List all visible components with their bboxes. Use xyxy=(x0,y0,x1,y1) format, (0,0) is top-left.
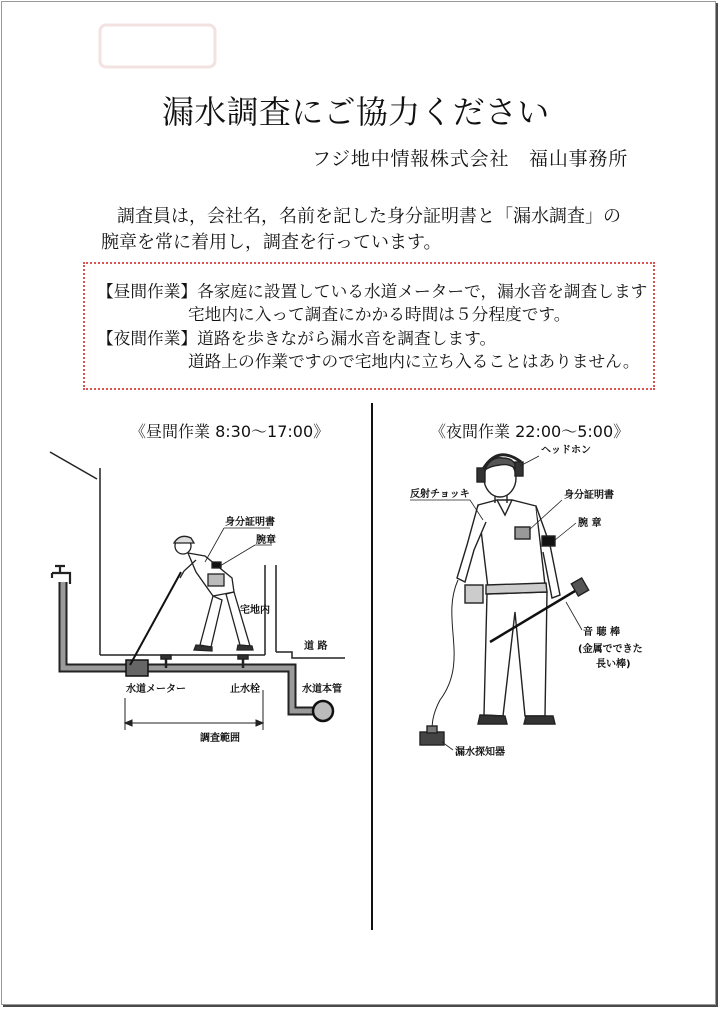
day-label-survey-range: 調査範囲 xyxy=(200,733,240,744)
night-hip-device xyxy=(465,585,483,603)
intro-line-1: 調査員は，会社名，名前を記した身分証明書と「漏水調査」の xyxy=(117,206,621,227)
intro-line-2: 腕章を常に着用し，調査を行っています。 xyxy=(101,232,442,253)
night-armband xyxy=(542,536,555,546)
road-line xyxy=(276,652,345,658)
night-label-leak-detector: 漏水探知器 xyxy=(455,747,505,758)
nighttime-heading: 《夜間作業 22:00～5:00》 xyxy=(430,422,630,441)
water-meter-box xyxy=(126,660,148,676)
night-label-id-card: 身分証明書 xyxy=(564,490,614,501)
night-label-listening-rod: 音 聴 棒 xyxy=(583,627,620,638)
day-label-water-main: 水道本管 xyxy=(302,684,342,695)
notice-day-label: 【昼間作業】 xyxy=(97,281,198,301)
night-worker xyxy=(457,458,560,724)
night-id-card xyxy=(515,527,530,539)
house-roof-line xyxy=(50,452,97,479)
daytime-illustration xyxy=(50,452,345,744)
notice-night-label: 【夜間作業】 xyxy=(97,328,198,348)
day-label-id-card: 身分証明書 xyxy=(225,517,275,528)
night-label-headphones: ヘッドホン xyxy=(541,445,591,456)
leak-detector-icon xyxy=(420,726,444,745)
page-title: 漏水調査にご協力ください xyxy=(162,93,550,131)
notice-day-line-2: 宅地内に入って調査にかかる時間は５分程度です。 xyxy=(188,304,571,324)
night-label-armband: 腕 章 xyxy=(578,518,602,529)
day-label-armband: 腕章 xyxy=(256,535,276,546)
day-label-premises: 宅地内 xyxy=(240,605,270,616)
company-name: フジ地中情報株式会社 福山事務所 xyxy=(312,148,629,170)
faucet-icon xyxy=(52,566,70,584)
day-label-water-meter: 水道メーター xyxy=(126,684,186,695)
day-listening-rod xyxy=(130,572,181,665)
day-leader-lines xyxy=(205,528,272,566)
notice-night-text: 道路を歩きながら漏水音を調査します。 xyxy=(197,328,497,348)
daytime-heading: 《昼間作業 8:30～17:00》 xyxy=(130,422,330,441)
faint-stamp xyxy=(100,25,215,67)
notice-night-line-2: 道路上の作業ですので宅地内に立ち入ることはありません。 xyxy=(188,351,640,371)
day-label-road: 道 路 xyxy=(304,641,328,652)
nighttime-illustration xyxy=(410,444,643,758)
notice-day-text: 各家庭に設置している水道メーターで，漏水音を調査します xyxy=(197,281,648,301)
night-label-reflective-vest: 反射チョッキ xyxy=(410,489,470,500)
detector-cord xyxy=(432,580,458,732)
day-label-stop-valve: 止水栓 xyxy=(230,684,260,695)
night-label-rod-note-1: (金属でできた xyxy=(578,644,643,655)
water-main-circle xyxy=(313,701,333,721)
night-label-rod-note-2: 長い棒) xyxy=(596,659,631,670)
survey-range-dimension xyxy=(125,690,263,730)
